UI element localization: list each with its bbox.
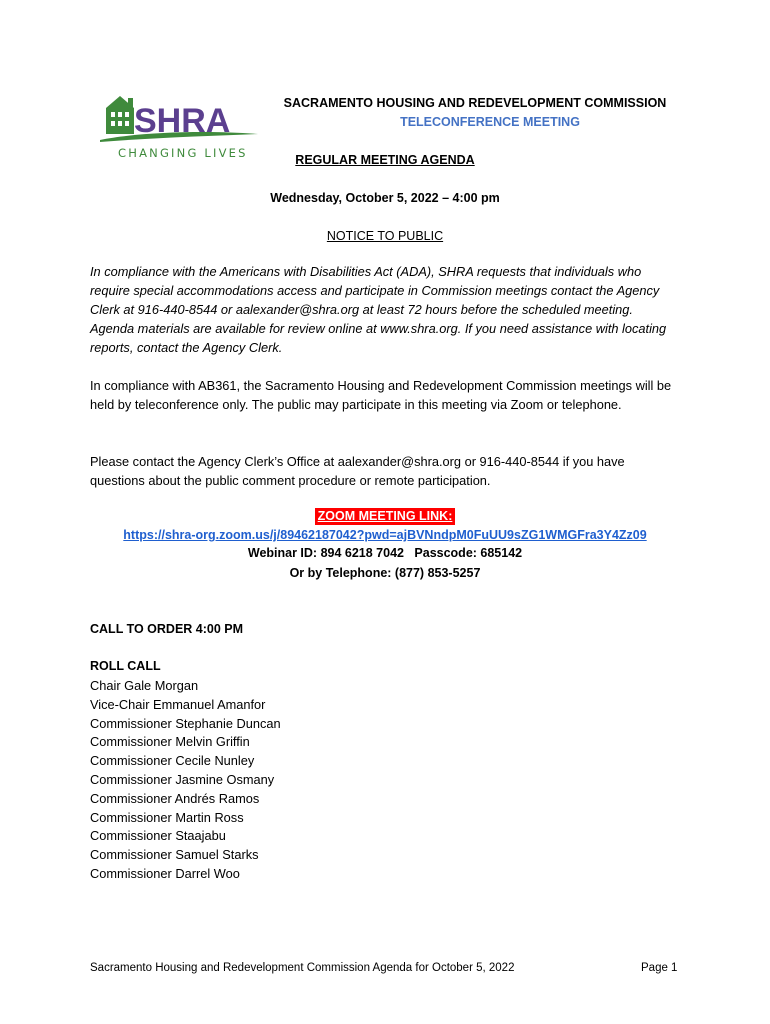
list-item: Commissioner Cecile Nunley xyxy=(90,753,255,769)
meeting-type: TELECONFERENCE MEETING xyxy=(400,115,580,129)
call-to-order: CALL TO ORDER 4:00 PM xyxy=(90,622,244,636)
zoom-label-row xyxy=(80,508,690,525)
zoom-link[interactable]: https://shra-org.zoom.us/j/89462187042?pwd=ajBVNndpM0FuUU9sZG1WMGFra3Y4Zz09 xyxy=(123,528,647,542)
list-item: Commissioner Darrel Woo xyxy=(90,865,240,881)
roll-call-list xyxy=(90,677,281,884)
ab361-paragraph: In compliance with AB361, the Sacramento Housing and Redevelopment Commission meetings will be held by teleconference only. The public may participate in this meeting via Zoom or telephone. xyxy=(90,378,672,412)
list-item: Vice-Chair Emmanuel Amanfor xyxy=(90,696,266,712)
list-item: Commissioner Jasmine Osmany xyxy=(90,771,275,787)
list-item: Commissioner Melvin Griffin xyxy=(90,734,250,750)
logo-tagline: CHANGING LIVES xyxy=(118,146,248,160)
list-item: Commissioner Andrés Ramos xyxy=(90,790,260,806)
contact-paragraph: Please contact the Agency Clerk’s Office at aalexander@shra.org or 916-440-8544 if you have questions about the public comment procedure or remote participation. xyxy=(90,454,625,488)
zoom-label: ZOOM MEETING LINK: xyxy=(315,508,456,525)
meeting-date: Wednesday, October 5, 2022 – 4:00 pm xyxy=(270,191,500,205)
footer-title: Sacramento Housing and Redevelopment Commission Agenda for October 5, 2022 xyxy=(90,962,515,974)
webinar-info: Webinar ID: 894 6218 7042 Passcode: 685142 xyxy=(247,546,523,560)
page-number: Page 1 xyxy=(641,962,678,974)
list-item: Commissioner Martin Ross xyxy=(90,809,244,825)
notice-heading: NOTICE TO PUBLIC xyxy=(326,229,444,243)
logo-wordmark: SHRA xyxy=(134,102,231,140)
org-title: SACRAMENTO HOUSING AND REDEVELOPMENT COMMISSION xyxy=(283,96,667,110)
list-item: Commissioner Stephanie Duncan xyxy=(90,715,281,731)
list-item: Commissioner Staajabu xyxy=(90,828,226,844)
agenda-title: REGULAR MEETING AGENDA xyxy=(295,153,475,167)
ada-paragraph: In compliance with the Americans with Disabilities Act (ADA), SHRA requests that individuals who require special accommodations access and participate in Commission meetings contact the Agency Clerk at 916-440-8544 or aalexander@shra.org at least 72 hours before the scheduled meeting. Agenda materials are available for review online at www.shra.org. If you need assistance with locating reports, contact the Agency Clerk. xyxy=(90,264,667,355)
list-item: Commissioner Samuel Starks xyxy=(90,847,259,863)
list-item: Chair Gale Morgan xyxy=(90,678,199,693)
telephone-info: Or by Telephone: (877) 853-5257 xyxy=(289,566,481,580)
roll-call-heading: ROLL CALL xyxy=(90,659,161,673)
